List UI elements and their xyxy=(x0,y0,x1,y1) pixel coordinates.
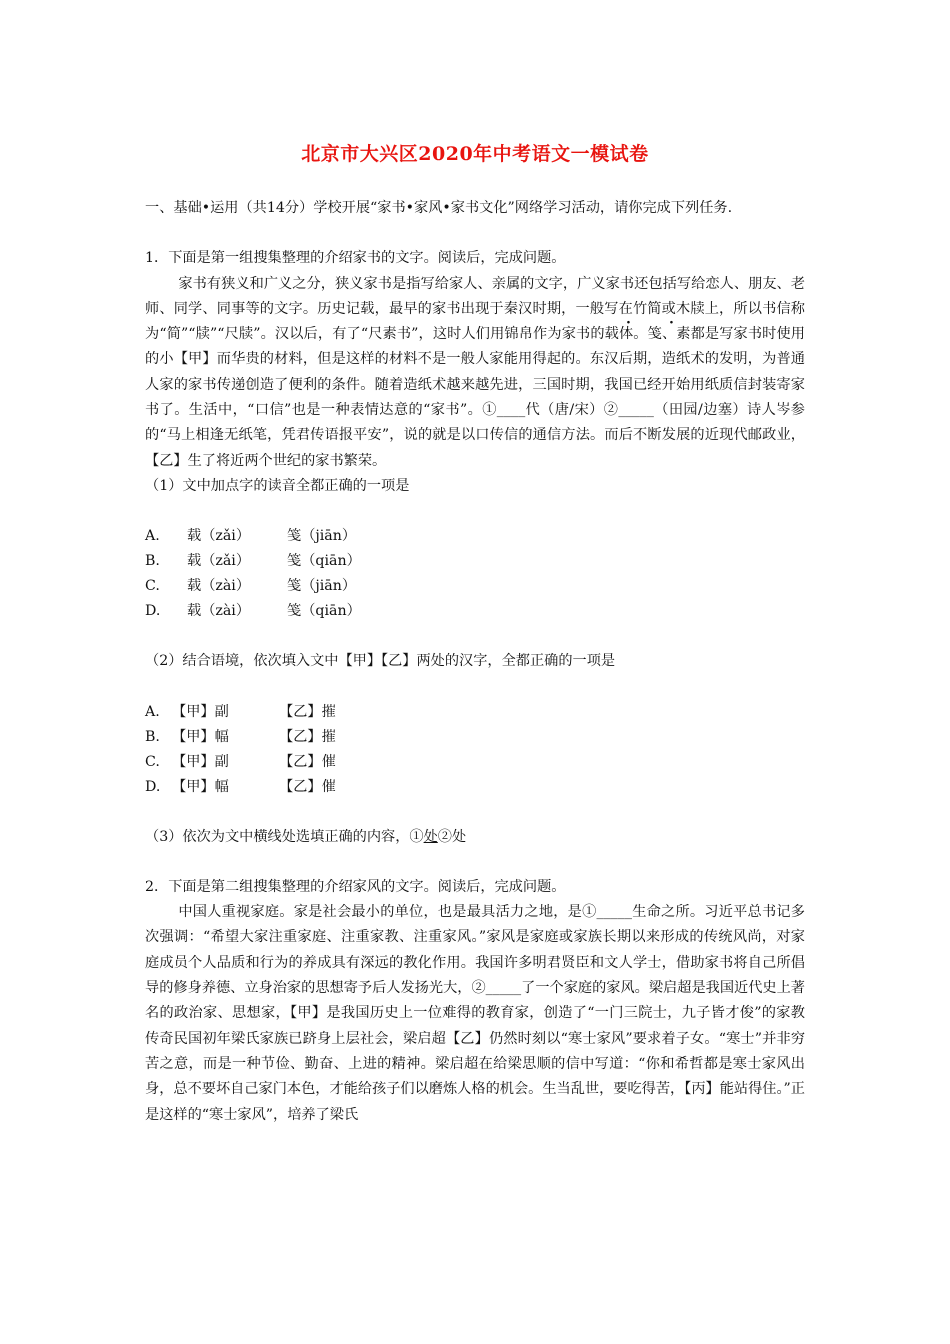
option-c[interactable]: C. 【甲】副 【乙】催 xyxy=(145,753,336,770)
option-d[interactable]: D. 载（zài） 笺（qiān） xyxy=(145,603,361,620)
q1-sub2-stem: （2）结合语境，依次填入文中【甲】【乙】两处的汉字，全都正确的一项是 xyxy=(145,653,616,670)
q1-passage-part-c: 、素都是写家书时使用的小【甲】而华贵的材料，但是这样的材料不是一般人家能用得起的。东汉后期，造纸术的发明，为普通人家的家书传递创造了便利的条件。随着造纸术越来越先进，三国时期，我国已经开始用纸质信封装寄家书了。生活中，“口信”也是一种表情达意的“家书”。①____代（唐/宋）②_____（田园/边塞）诗人岑参的“马上相逢无纸笔，凭君传语报平安”，说的就是以口传信的通信方法。而后不断发展的近现代邮政业，【乙】生了将近两个世纪的家书繁荣。 xyxy=(145,326,805,469)
option-a[interactable]: A. 载（zǎi） 笺（jiān） xyxy=(145,528,357,545)
option-c[interactable]: C. 载（zài） 笺（jiān） xyxy=(145,578,357,595)
exam-body xyxy=(145,196,805,1128)
dotted-char-jian: 笺 xyxy=(647,326,662,343)
q1-stem: 1．下面是第一组搜集整理的介绍家书的文字。阅读后，完成问题。 xyxy=(145,250,566,267)
q1-sub1-stem: （1）文中加点字的读音全都正确的一项是 xyxy=(145,477,410,494)
section1-intro: 一、基础•运用（共14分）学校开展“家书•家风•家书文化”网络学习活动，请你完成下列任务. xyxy=(145,200,733,216)
q2-passage: 中国人重视家庭。家是社会最小的单位，也是最具活力之地，是①_____生命之所。习近平总书记多次强调：“希望大家注重家庭、注重家教、注重家风。”家风是家庭或家族长期以来形成的传统风尚，对家庭成员个人品质和行为的养成具有深远的教化作用。我国许多明君贤臣和文人学士，借助家书将自己所倡导的修身养德、立身治家的思想寄予后人发扬光大，②_____了一个家庭的家风。梁启超是我国近代史上著名的政治家、思想家，【甲】是我国历史上一位难得的教育家，创造了“一门三院士，九子皆才俊”的家教传奇民国初年梁氏家族已跻身上层社会，梁启超【乙】仍然时刻以“寒士家风”要求着子女。“寒士”并非穷苦之意，而是一种节俭、勤奋、上进的精神。梁启超在给梁思顺的信中写道：“你和希哲都是寒士家风出身，总不要坏自己家门本色，才能给孩子们以磨炼人格的机会。生当乱世，要吃得苦，【丙】能站得住。”正是这样的“寒士家风”，培养了梁氏 xyxy=(145,904,806,1123)
q1-sub3-stem: （3）依次为文中横线处选填正确的内容，①处②处 xyxy=(145,828,467,845)
q1-passage xyxy=(145,272,805,474)
q1-sub2-options xyxy=(145,700,805,800)
q2-stem: 2．下面是第二组搜集整理的介绍家风的文字。阅读后，完成问题。 xyxy=(145,878,566,895)
q1-passage-part-b: 体。 xyxy=(618,326,648,343)
option-d[interactable]: D. 【甲】幅 【乙】催 xyxy=(145,778,336,795)
dotted-char-zai: 载 xyxy=(604,326,619,343)
q1-sub1-options xyxy=(145,524,805,624)
option-a[interactable]: A. 【甲】副 【乙】摧 xyxy=(145,703,336,720)
q1-passage-part-a: 家书有狭义和广义之分，狭义家书是指写给家人、亲属的文字，广义家书还包括写给恋人、朋友、老师、同学、同事等的文字。历史记载，最早的家书出现于秦汉时期，一般写在竹简或木牍上，所以书信称为“简”“牍”“尺牍”。汉以后，有了“尺素书”，这时人们用锦帛作为家书的 xyxy=(145,275,805,343)
option-b[interactable]: B. 载（zǎi） 笺（qiān） xyxy=(145,553,361,570)
option-b[interactable]: B. 【甲】幅 【乙】摧 xyxy=(145,728,336,745)
underlined-char: 处 xyxy=(423,828,438,845)
exam-title: 北京市大兴区2020年中考语文一模试卷 xyxy=(301,143,649,165)
